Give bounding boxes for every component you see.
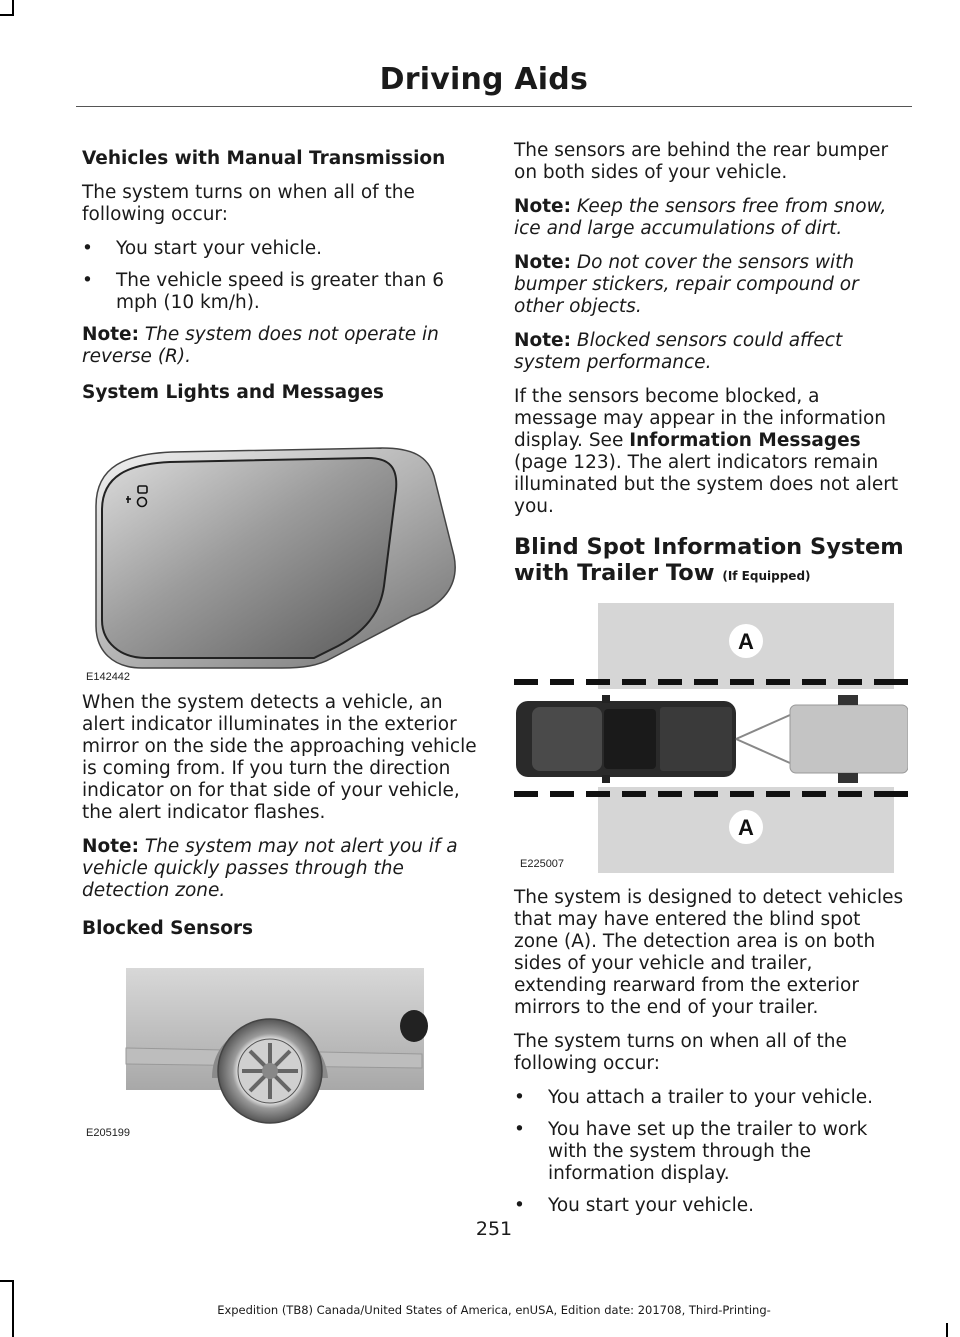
blocked-sensors-heading: Blocked Sensors xyxy=(82,918,254,939)
figure-id: E225007 xyxy=(520,858,565,870)
figure-id: E142442 xyxy=(86,671,131,683)
zone-label-top xyxy=(729,624,763,658)
mirror-figure xyxy=(82,436,478,682)
list-item: • You start your vehicle. xyxy=(514,1195,754,1216)
lights-heading: System Lights and Messages xyxy=(82,382,384,403)
pickup-truck xyxy=(516,695,736,783)
turns-on-intro: The system turns on when all of the following occur: xyxy=(82,182,415,225)
detect-paragraph: When the system detects a vehicle, an alert indicator illuminates in the exterior mirror on the side the approaching vehicle is coming from. If you turn the direction indicator on for that side of your vehicle, the alert indicator flashes. xyxy=(82,692,477,823)
manual-transmission-heading: Vehicles with Manual Transmission xyxy=(82,148,446,169)
edition-footer: Expedition (TB8) Canada/United States of America, enUSA, Edition date: 201708, Third-Printing- xyxy=(217,1303,771,1317)
figure-id: E205199 xyxy=(86,1127,131,1139)
trailer-tow-heading: Blind Spot Information System with Trailer Tow (If Equipped) xyxy=(514,534,904,586)
zone-label-bottom xyxy=(729,810,763,844)
crop-mark xyxy=(12,0,14,14)
crop-mark xyxy=(946,1323,948,1337)
list-item: • You start your vehicle. xyxy=(82,238,322,259)
sensors-paragraph: The sensors are behind the rear bumper on both sides of your vehicle. xyxy=(514,140,889,183)
list-item: • You have set up the trailer to work with the system through the information display. xyxy=(514,1119,868,1184)
list-item: • The vehicle speed is greater than 6 mph (10 km/h). xyxy=(82,270,444,313)
left-column xyxy=(82,140,478,1139)
turns-on-intro: The system turns on when all of the following occur: xyxy=(514,1031,847,1074)
note: Note: Keep the sensors free from snow, ice and large accumulations of dirt. xyxy=(514,196,887,239)
page-title: Driving Aids xyxy=(379,62,588,97)
note: Note: Do not cover the sensors with bumper stickers, repair compound or other objects. xyxy=(514,252,859,317)
note: Note: The system may not alert you if a vehicle quickly passes through the detection zone. xyxy=(82,836,458,901)
page-number: 251 xyxy=(475,1218,513,1240)
sensor-marker xyxy=(400,1010,428,1042)
right-column xyxy=(514,140,908,1227)
blind-spot-zone-diagram xyxy=(514,603,908,873)
header-divider xyxy=(76,106,912,107)
svg-text:A: A xyxy=(738,815,754,840)
crop-mark xyxy=(0,14,14,16)
trailer xyxy=(790,695,908,783)
trailer-zone-figure xyxy=(514,603,908,873)
note: Note: The system does not operate in reverse (R). xyxy=(82,324,439,367)
crop-mark xyxy=(0,1280,14,1282)
information-messages-link[interactable]: Information Messages xyxy=(629,430,861,451)
side-mirror-illustration xyxy=(82,436,478,682)
blocked-paragraph: If the sensors become blocked, a message may appear in the information display. See Information Messages (page 123). The alert indicators remain illuminated but the system does not alert you. xyxy=(514,386,899,517)
svg-text:A: A xyxy=(738,629,754,654)
rear-bumper-illustration xyxy=(82,968,478,1132)
list-item: • You attach a trailer to your vehicle. xyxy=(514,1087,873,1108)
note: Note: Blocked sensors could affect system performance. xyxy=(514,330,843,373)
rear-bumper-figure xyxy=(82,968,478,1139)
designed-paragraph: The system is designed to detect vehicles that may have entered the blind spot zone (A). The detection area is on both sides of your vehicle and trailer, extending rearward from the exterior mirrors to the end of your trailer. xyxy=(514,887,904,1018)
